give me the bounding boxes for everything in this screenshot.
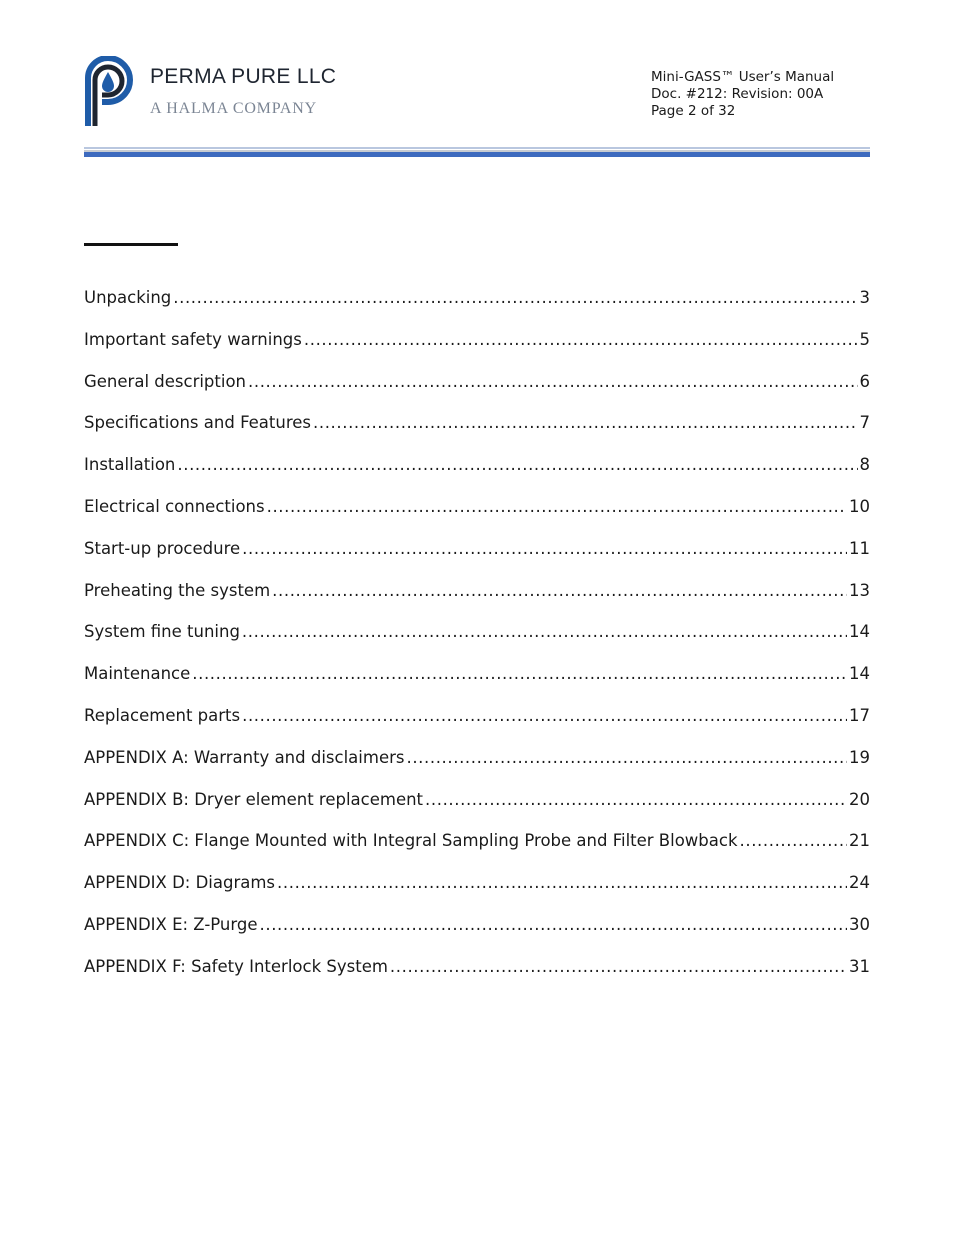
toc-dot-leader: [425, 790, 847, 809]
toc-dot-leader: [242, 622, 847, 641]
toc-entry-page: 13: [849, 580, 870, 600]
toc-dot-leader: [272, 581, 847, 600]
toc-entry-title: Start-up procedure: [84, 538, 241, 558]
toc-entry-title: Specifications and Features: [84, 413, 312, 433]
toc-heading-underline: [84, 243, 178, 246]
toc-entry-title: APPENDIX A: Warranty and disclaimers: [84, 747, 405, 767]
toc-entry-page: 31: [849, 956, 870, 976]
toc-entry-page: 7: [859, 413, 870, 433]
toc-entry[interactable]: [84, 581, 870, 623]
document-info: [651, 69, 851, 120]
toc-entry-page: 21: [849, 831, 870, 851]
company-name: PERMA PURE LLC: [150, 65, 337, 88]
toc-entry-title: Preheating the system: [84, 580, 271, 600]
toc-entry[interactable]: [84, 831, 870, 873]
toc-entry[interactable]: [84, 706, 870, 748]
toc-entry[interactable]: [84, 915, 870, 957]
toc-entry-page: 30: [849, 914, 870, 934]
toc-entry[interactable]: [84, 664, 870, 706]
toc-entry-page: 8: [859, 455, 870, 475]
toc-entry[interactable]: [84, 622, 870, 664]
toc-entry[interactable]: [84, 957, 870, 999]
toc-entry[interactable]: [84, 413, 870, 455]
toc-entry[interactable]: [84, 455, 870, 497]
toc-entry[interactable]: [84, 330, 870, 372]
toc-dot-leader: [173, 288, 857, 307]
toc-dot-leader: [260, 915, 847, 934]
toc-entry-title: System fine tuning: [84, 622, 240, 642]
toc-entry-page: 14: [849, 622, 870, 642]
document-number: Doc. #212: Revision: 00A: [651, 86, 824, 102]
toc-entry-title: APPENDIX E: Z-Purge: [84, 914, 258, 934]
toc-entry-page: 6: [859, 371, 870, 391]
toc-dot-leader: [242, 539, 847, 558]
toc-entry-title: Replacement parts: [84, 705, 241, 725]
toc-entry-title: APPENDIX F: Safety Interlock System: [84, 956, 388, 976]
toc-entry-page: 5: [859, 329, 870, 349]
page-number: Page 2 of 32: [651, 103, 736, 119]
toc-entry-page: 10: [849, 496, 870, 516]
company-tagline: A HALMA COMPANY: [150, 100, 317, 117]
table-of-contents: [84, 288, 870, 999]
toc-entry-title: Installation: [84, 455, 176, 475]
toc-dot-leader: [242, 706, 847, 725]
toc-entry-title: Important safety warnings: [84, 329, 302, 349]
perma-pure-logo-icon: [84, 56, 134, 128]
toc-entry-page: 19: [849, 747, 870, 767]
toc-entry-page: 3: [859, 288, 870, 307]
toc-dot-leader: [267, 497, 847, 516]
toc-dot-leader: [406, 748, 847, 767]
toc-entry-page: 11: [849, 538, 870, 558]
toc-entry-title: APPENDIX C: Flange Mounted with Integral Sampling Probe and Filter Blowback: [84, 831, 738, 851]
toc-entry[interactable]: [84, 748, 870, 790]
toc-dot-leader: [177, 455, 857, 474]
toc-dot-leader: [313, 413, 857, 432]
toc-entry[interactable]: [84, 539, 870, 581]
toc-dot-leader: [390, 957, 847, 976]
toc-entry-title: Maintenance: [84, 664, 191, 684]
toc-dot-leader: [740, 831, 847, 850]
toc-dot-leader: [192, 664, 847, 683]
toc-entry-title: General description: [84, 371, 247, 391]
page-header: [84, 56, 870, 130]
toc-entry[interactable]: [84, 288, 870, 330]
toc-dot-leader: [248, 372, 857, 391]
toc-dot-leader: [304, 330, 858, 349]
toc-entry-title: APPENDIX B: Dryer element replacement: [84, 789, 424, 809]
toc-entry[interactable]: [84, 790, 870, 832]
toc-entry[interactable]: [84, 873, 870, 915]
toc-entry-page: 17: [849, 705, 870, 725]
toc-entry[interactable]: [84, 372, 870, 414]
toc-entry-title: APPENDIX D: Diagrams: [84, 873, 276, 893]
toc-entry-page: 20: [849, 789, 870, 809]
toc-entry-title: Unpacking: [84, 288, 172, 307]
document-title: Mini-GASS™ User’s Manual: [651, 69, 835, 85]
header-rule-blue: [84, 152, 870, 157]
toc-dot-leader: [277, 873, 847, 892]
header-rule-light: [84, 147, 870, 149]
toc-entry[interactable]: [84, 497, 870, 539]
toc-entry-page: 24: [849, 873, 870, 893]
toc-entry-page: 14: [849, 664, 870, 684]
toc-entry-title: Electrical connections: [84, 496, 265, 516]
